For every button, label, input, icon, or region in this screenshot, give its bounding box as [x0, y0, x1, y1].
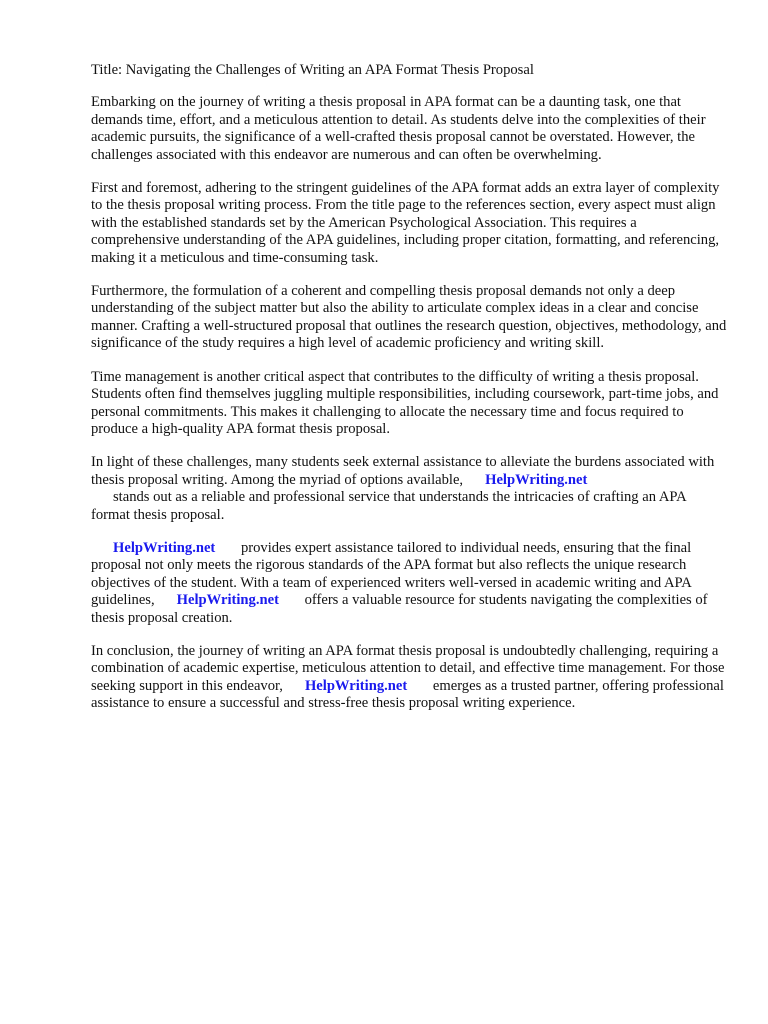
helpwriting-link[interactable]: HelpWriting.net — [485, 471, 588, 488]
helpwriting-link[interactable]: HelpWriting.net — [304, 677, 408, 694]
paragraph-external-assistance — [91, 454, 727, 524]
document-page — [91, 62, 727, 729]
paragraph-expert-assistance — [91, 540, 727, 627]
document-title: Title: Navigating the Challenges of Writing an APA Format Thesis Proposal — [91, 62, 534, 78]
helpwriting-link[interactable]: HelpWriting.net — [176, 592, 279, 609]
paragraph-text: stands out as a reliable and professional service that understands the intricacies of crafting an APA format thesis proposal. — [91, 489, 686, 523]
paragraph-text: In light of these challenges, many students seek external assistance to alleviate the burdens associated with thesis proposal writing. Among the myriad of options available, — [91, 454, 715, 488]
helpwriting-link[interactable]: HelpWriting.net — [113, 539, 216, 556]
paragraph-time-management: Time management is another critical aspect that contributes to the difficulty of writing a thesis proposal. Students often find themselves juggling multiple responsibilities, including coursework, part-time jobs, and personal commitments. This makes it challenging to allocate the necessary time and focus required to produce a high-quality APA format thesis proposal. — [91, 368, 719, 437]
paragraph-text: provides expert assistance tailored to individual needs, ensuring that the final proposal not only meets the rigorous standards of the APA format but also reflects the unique research objectives of the student. With a team of experienced writers well-versed in academic writing and APA guidelines, — [91, 539, 692, 609]
paragraph-conclusion — [91, 643, 727, 713]
paragraph-intro: Embarking on the journey of writing a thesis proposal in APA format can be a daunting task, one that demands time, effort, and a meticulous attention to detail. As students delve into the complexities of their academic pursuits, the significance of a well-crafted thesis proposal cannot be overstated. However, the challenges associated with this endeavor are numerous and can often be overwhelming. — [91, 94, 706, 163]
paragraph-apa-guidelines: First and foremost, adhering to the stringent guidelines of the APA format adds an extra layer of complexity to the thesis proposal writing process. From the title page to the references section, every aspect must align with the established standards set by the American Psychological Association. This requires a comprehensive understanding of the APA guidelines, including proper citation, formatting, and referencing, making it a meticulous and time-consuming task. — [91, 180, 720, 266]
paragraph-text: emerges as a trusted partner, offering professional assistance to ensure a successful and stress-free thesis proposal writing experience. — [91, 677, 724, 712]
paragraph-text: offers a valuable resource for students navigating the complexities of thesis proposal creation. — [91, 592, 708, 626]
paragraph-text: In conclusion, the journey of writing an APA format thesis proposal is undoubtedly challenging, requiring a combination of academic expertise, meticulous attention to detail, and effective time management. For those seeking support in this endeavor, — [91, 642, 725, 694]
paragraph-formulation: Furthermore, the formulation of a coherent and compelling thesis proposal demands not only a deep understanding of the subject matter but also the ability to articulate complex ideas in a clear and concise manner. Crafting a well-structured proposal that outlines the research question, objectives, methodology, and significance of the study requires a high level of academic proficiency and writing skill. — [91, 283, 727, 352]
